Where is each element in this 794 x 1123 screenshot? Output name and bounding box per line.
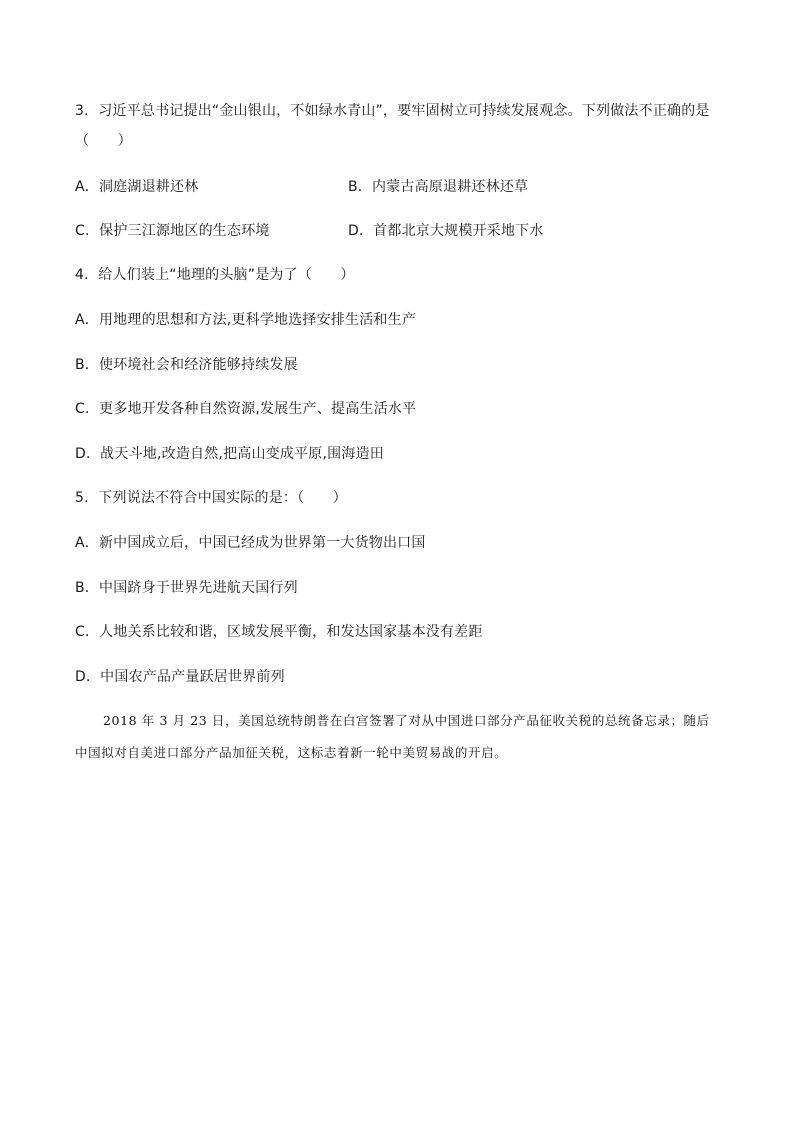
question-5-option-d: D．中国农产品产量跃居世界前列 (75, 669, 285, 685)
question-4-stem: 4．给人们装上“地理的头脑”是为了（ ） (75, 267, 355, 283)
question-3-option-c: C．保护三江源地区的生态环境 (75, 223, 270, 239)
question-5-option-a: A．新中国成立后，中国已经成为世界第一大货物出口国 (75, 535, 426, 551)
question-4-option-b: B．使环境社会和经济能够持续发展 (75, 357, 298, 373)
passage-line-2: 中国拟对自美进口部分产品加征关税，这标志着新一轮中美贸易战的开启。 (75, 745, 508, 760)
question-3-option-d: D．首都北京大规模开采地下水 (348, 223, 544, 239)
question-4-option-a: A．用地理的思想和方法,更科学地选择安排生活和生产 (75, 312, 417, 328)
question-4-option-c: C．更多地开发各种自然资源,发展生产、提高生活水平 (75, 401, 417, 417)
question-5-stem: 5．下列说法不符合中国实际的是：（ ） (75, 490, 347, 506)
question-5-option-c: C．人地关系比较和谐，区域发展平衡，和发达国家基本没有差距 (75, 624, 483, 640)
question-3-stem: 3．习近平总书记提出“金山银山，不如绿水青山”，要牢固树立可持续发展观念。下列做法不正确的是 (75, 103, 710, 119)
question-4-option-d: D．战天斗地,改造自然,把高山变成平原,围海造田 (75, 446, 384, 462)
question-3-answer-blank: （ ） (75, 133, 132, 149)
question-3-option-a: A．洞庭湖退耕还林 (75, 179, 199, 195)
passage-line-1: 2018 年 3 月 23 日，美国总统特朗普在白宫签署了对从中国进口部分产品征收关税的总统备忘录；随后 (103, 713, 710, 728)
question-5-option-b: B．中国跻身于世界先进航天国行列 (75, 580, 298, 596)
question-3-option-b: B．内蒙古高原退耕还林还草 (348, 179, 529, 195)
